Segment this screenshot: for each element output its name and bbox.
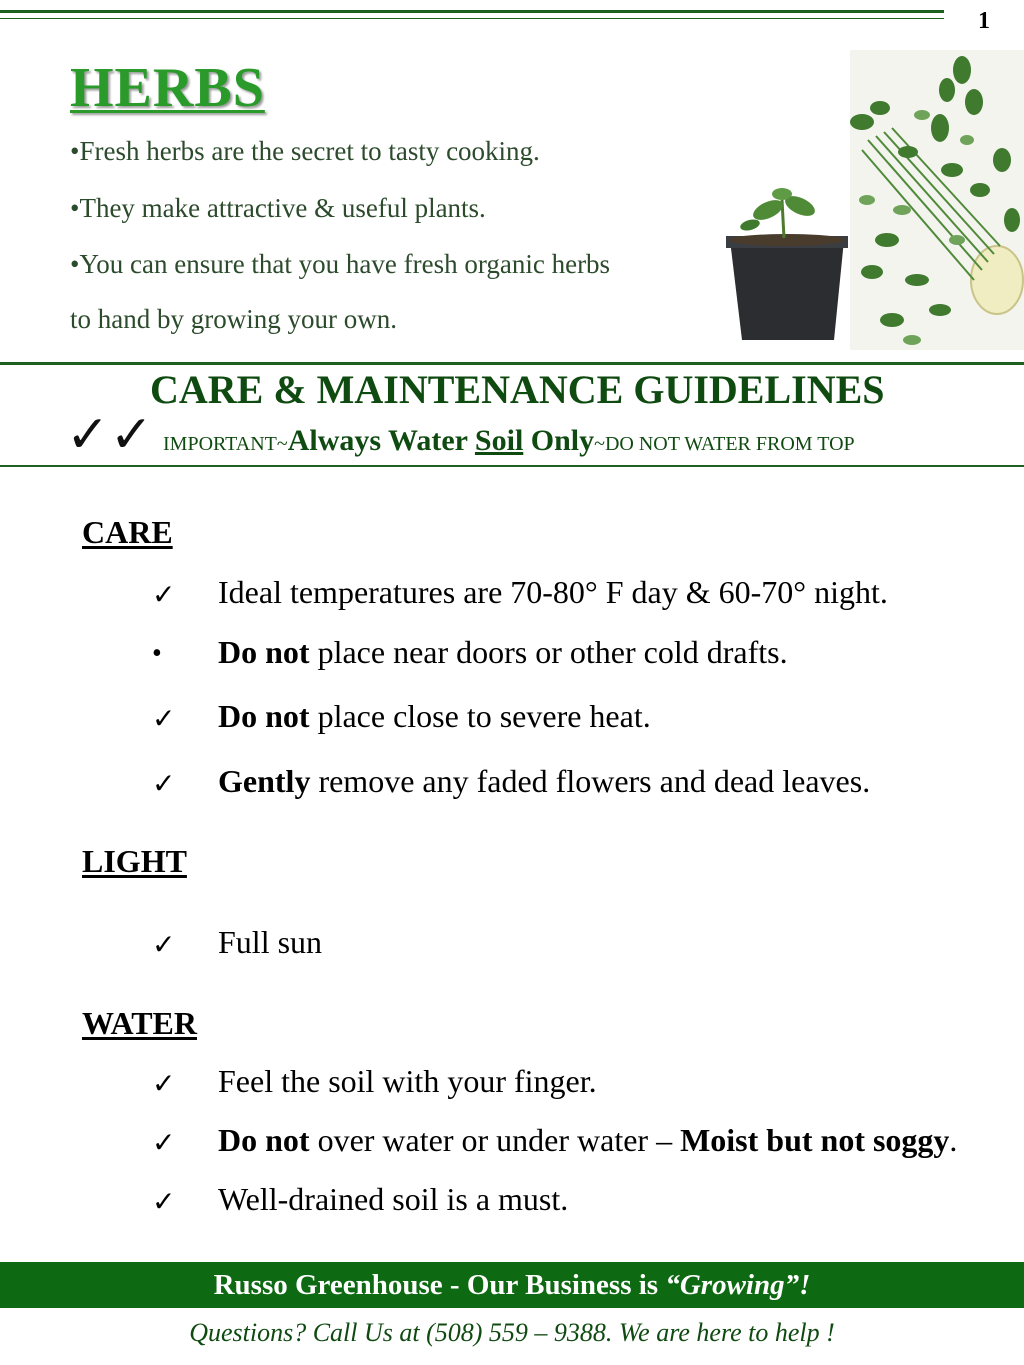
- check-icon: ✓: [152, 1187, 176, 1218]
- important-main-soil: Soil: [474, 424, 524, 457]
- important-prefix: IMPORTANT~: [163, 433, 288, 455]
- page-number: 1: [978, 8, 990, 34]
- check-icon: ✓: [152, 704, 176, 735]
- important-main-a: Always Water: [287, 424, 475, 457]
- bullet-icon: •: [152, 638, 162, 669]
- footer-banner: Russo Greenhouse - Our Business is “Growing”!: [0, 1262, 1024, 1308]
- intro-line: •You can ensure that you have fresh organic herbs: [70, 249, 611, 279]
- important-main-b: Only: [523, 424, 595, 457]
- important-suffix: ~DO NOT WATER FROM TOP: [594, 433, 855, 455]
- care-heading: CARE: [82, 514, 173, 550]
- section-rule: [0, 465, 1024, 467]
- top-rule: [0, 10, 944, 13]
- double-check-icon: ✓✓: [66, 407, 154, 464]
- top-rule-thin: [0, 18, 944, 19]
- list-item: Ideal temperatures are 70-80° F day & 60-70° night.: [218, 574, 888, 610]
- check-icon: ✓: [152, 580, 176, 611]
- page-title: HERBS: [70, 57, 265, 119]
- herbs-pot-illustration: [712, 40, 1024, 360]
- list-item: Full sun: [218, 924, 323, 960]
- list-item: Do not place near doors or other cold drafts.: [218, 634, 788, 670]
- footer-contact: Questions? Call Us at (508) 559 – 9388. We are here to help !: [189, 1318, 835, 1347]
- list-item: Well-drained soil is a must.: [218, 1181, 569, 1217]
- list-item: Do not place close to severe heat.: [218, 698, 651, 734]
- light-heading: LIGHT: [82, 843, 187, 879]
- list-item: Feel the soil with your finger.: [218, 1063, 597, 1099]
- intro-line: •Fresh herbs are the secret to tasty cooking.: [70, 136, 540, 166]
- water-heading: WATER: [82, 1005, 197, 1041]
- important-note: [163, 424, 855, 458]
- intro-line: to hand by growing your own.: [70, 304, 397, 334]
- section-rule: [0, 362, 1024, 365]
- check-icon: ✓: [152, 769, 176, 800]
- list-item: Gently remove any faded flowers and dead leaves.: [218, 763, 871, 799]
- check-icon: ✓: [152, 1128, 176, 1159]
- intro-line: •They make attractive & useful plants.: [70, 193, 486, 223]
- guidelines-title: CARE & MAINTENANCE GUIDELINES: [150, 367, 885, 412]
- check-icon: ✓: [152, 1069, 176, 1100]
- check-icon: ✓: [152, 930, 176, 961]
- list-item: Do not over water or under water – Moist but not soggy.: [218, 1122, 958, 1158]
